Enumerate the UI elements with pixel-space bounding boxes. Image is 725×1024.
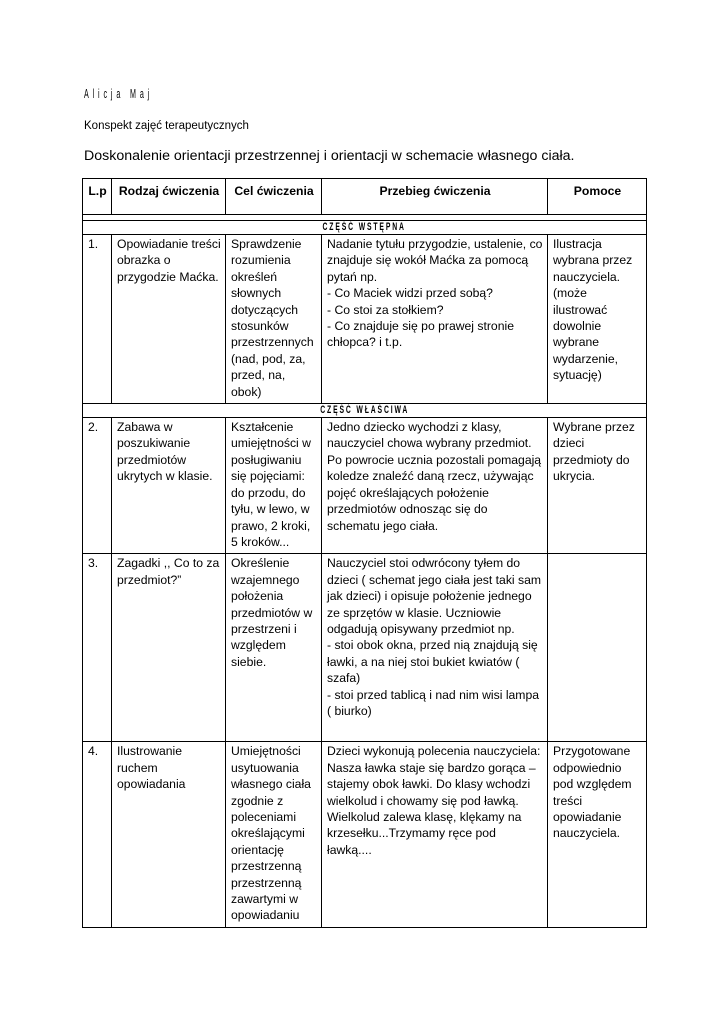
cell-cel: Kształcenie umiejętności w posługiwaniu się pojęciami: do przodu, do tyłu, w lewo, w prawo, 2 kroki, 5 kroków... <box>226 418 322 554</box>
table-row <box>83 418 647 554</box>
section-row-intro <box>83 221 647 235</box>
cell-rodzaj: Opowiadanie treści obrazka o przygodzie Maćka. <box>112 235 226 404</box>
cell-lp: 4. <box>83 742 112 927</box>
cell-przebieg: Jedno dziecko wychodzi z klasy, nauczyciel chowa wybrany przedmiot. Po powrocie ucznia pozostali pomagają koledze znaleźć daną rzecz, używając pojęć określających położenie przedmiotów odnosząc się do schematu jego ciała. <box>322 418 548 554</box>
cell-rodzaj: Ilustrowanie ruchem opowiadania <box>112 742 226 927</box>
cell-pomoce <box>548 554 647 742</box>
cell-pomoce: Przygotowane odpowiednio pod względem treści opowiadanie nauczyciela. <box>548 742 647 927</box>
column-header-lp: L.p <box>83 179 112 215</box>
cell-pomoce: Ilustracja wybrana przez nauczyciela. (może ilustrować dowolnie wybrane wydarzenie, sytuację) <box>548 235 647 404</box>
lesson-plan-table <box>82 178 647 928</box>
cell-przebieg: Nauczyciel stoi odwrócony tyłem do dzieci ( schemat jego ciała jest taki sam jak dzieci) i opisuje położenie jednego ze sprzętów w klasie. Uczniowie odgadują opisywany przedmiot np. - stoi obok okna, przed nią znajdują się ławki, a na niej stoi bukiet kwiatów ( szafa) - stoi przed tablicą i nad nim wisi lampa ( biurko) <box>322 554 548 742</box>
cell-lp: 3. <box>83 554 112 742</box>
cell-lp: 1. <box>83 235 112 404</box>
document-subtitle: Konspekt zajęć terapeutycznych <box>84 120 249 132</box>
column-header-rodzaj: Rodzaj ćwiczenia <box>112 179 226 215</box>
cell-cel: Umiejętności usytuowania własnego ciała zgodnie z poleceniami określającymi orientację przestrzenną przestrzenną zawartymi w opowiadaniu <box>226 742 322 927</box>
cell-lp: 2. <box>83 418 112 554</box>
section-row-main <box>83 404 647 418</box>
cell-przebieg: Nadanie tytułu przygodzie, ustalenie, co znajduje się wokół Maćka za pomocą pytań np. - Co Maciek widzi przed sobą? - Co stoi za stołkiem? - Co znajduje się po prawej stronie chłopca? i t.p. <box>322 235 548 404</box>
column-header-pomoce: Pomoce <box>548 179 647 215</box>
cell-rodzaj: Zabawa w poszukiwanie przedmiotów ukrytych w klasie. <box>112 418 226 554</box>
column-header-przebieg: Przebieg ćwiczenia <box>322 179 548 215</box>
cell-cel: Sprawdzenie rozumienia określeń słownych dotyczących stosunków przestrzennych (nad, pod, za, przed, na, obok) <box>226 235 322 404</box>
table-row <box>83 742 647 927</box>
cell-przebieg: Dzieci wykonują polecenia nauczyciela: Nasza ławka staje się bardzo gorąca – stajemy obok ławki. Do klasy wchodzi wielkolud i chowamy się pod ławką. Wielkolud zalewa klasę, klękamy na krzesełku...Trzymamy ręce pod ławką.... <box>322 742 548 927</box>
author-name: Alicja Maj <box>84 86 154 101</box>
document-topic: Doskonalenie orientacji przestrzennej i orientacji w schemacie własnego ciała. <box>84 148 575 164</box>
table-row <box>83 554 647 742</box>
table-header-row <box>83 179 647 215</box>
section-title-main: CZĘŚĆ WŁAŚCIWA <box>320 404 409 417</box>
cell-rodzaj: Zagadki ,, Co to za przedmiot?” <box>112 554 226 742</box>
section-title-intro: CZĘŚĆ WSTĘPNA <box>322 221 407 233</box>
cell-pomoce: Wybrane przez dzieci przedmioty do ukrycia. <box>548 418 647 554</box>
column-header-cel: Cel ćwiczenia <box>226 179 322 215</box>
table-row <box>83 235 647 404</box>
cell-cel: Określenie wzajemnego położenia przedmiotów w przestrzeni i względem siebie. <box>226 554 322 742</box>
